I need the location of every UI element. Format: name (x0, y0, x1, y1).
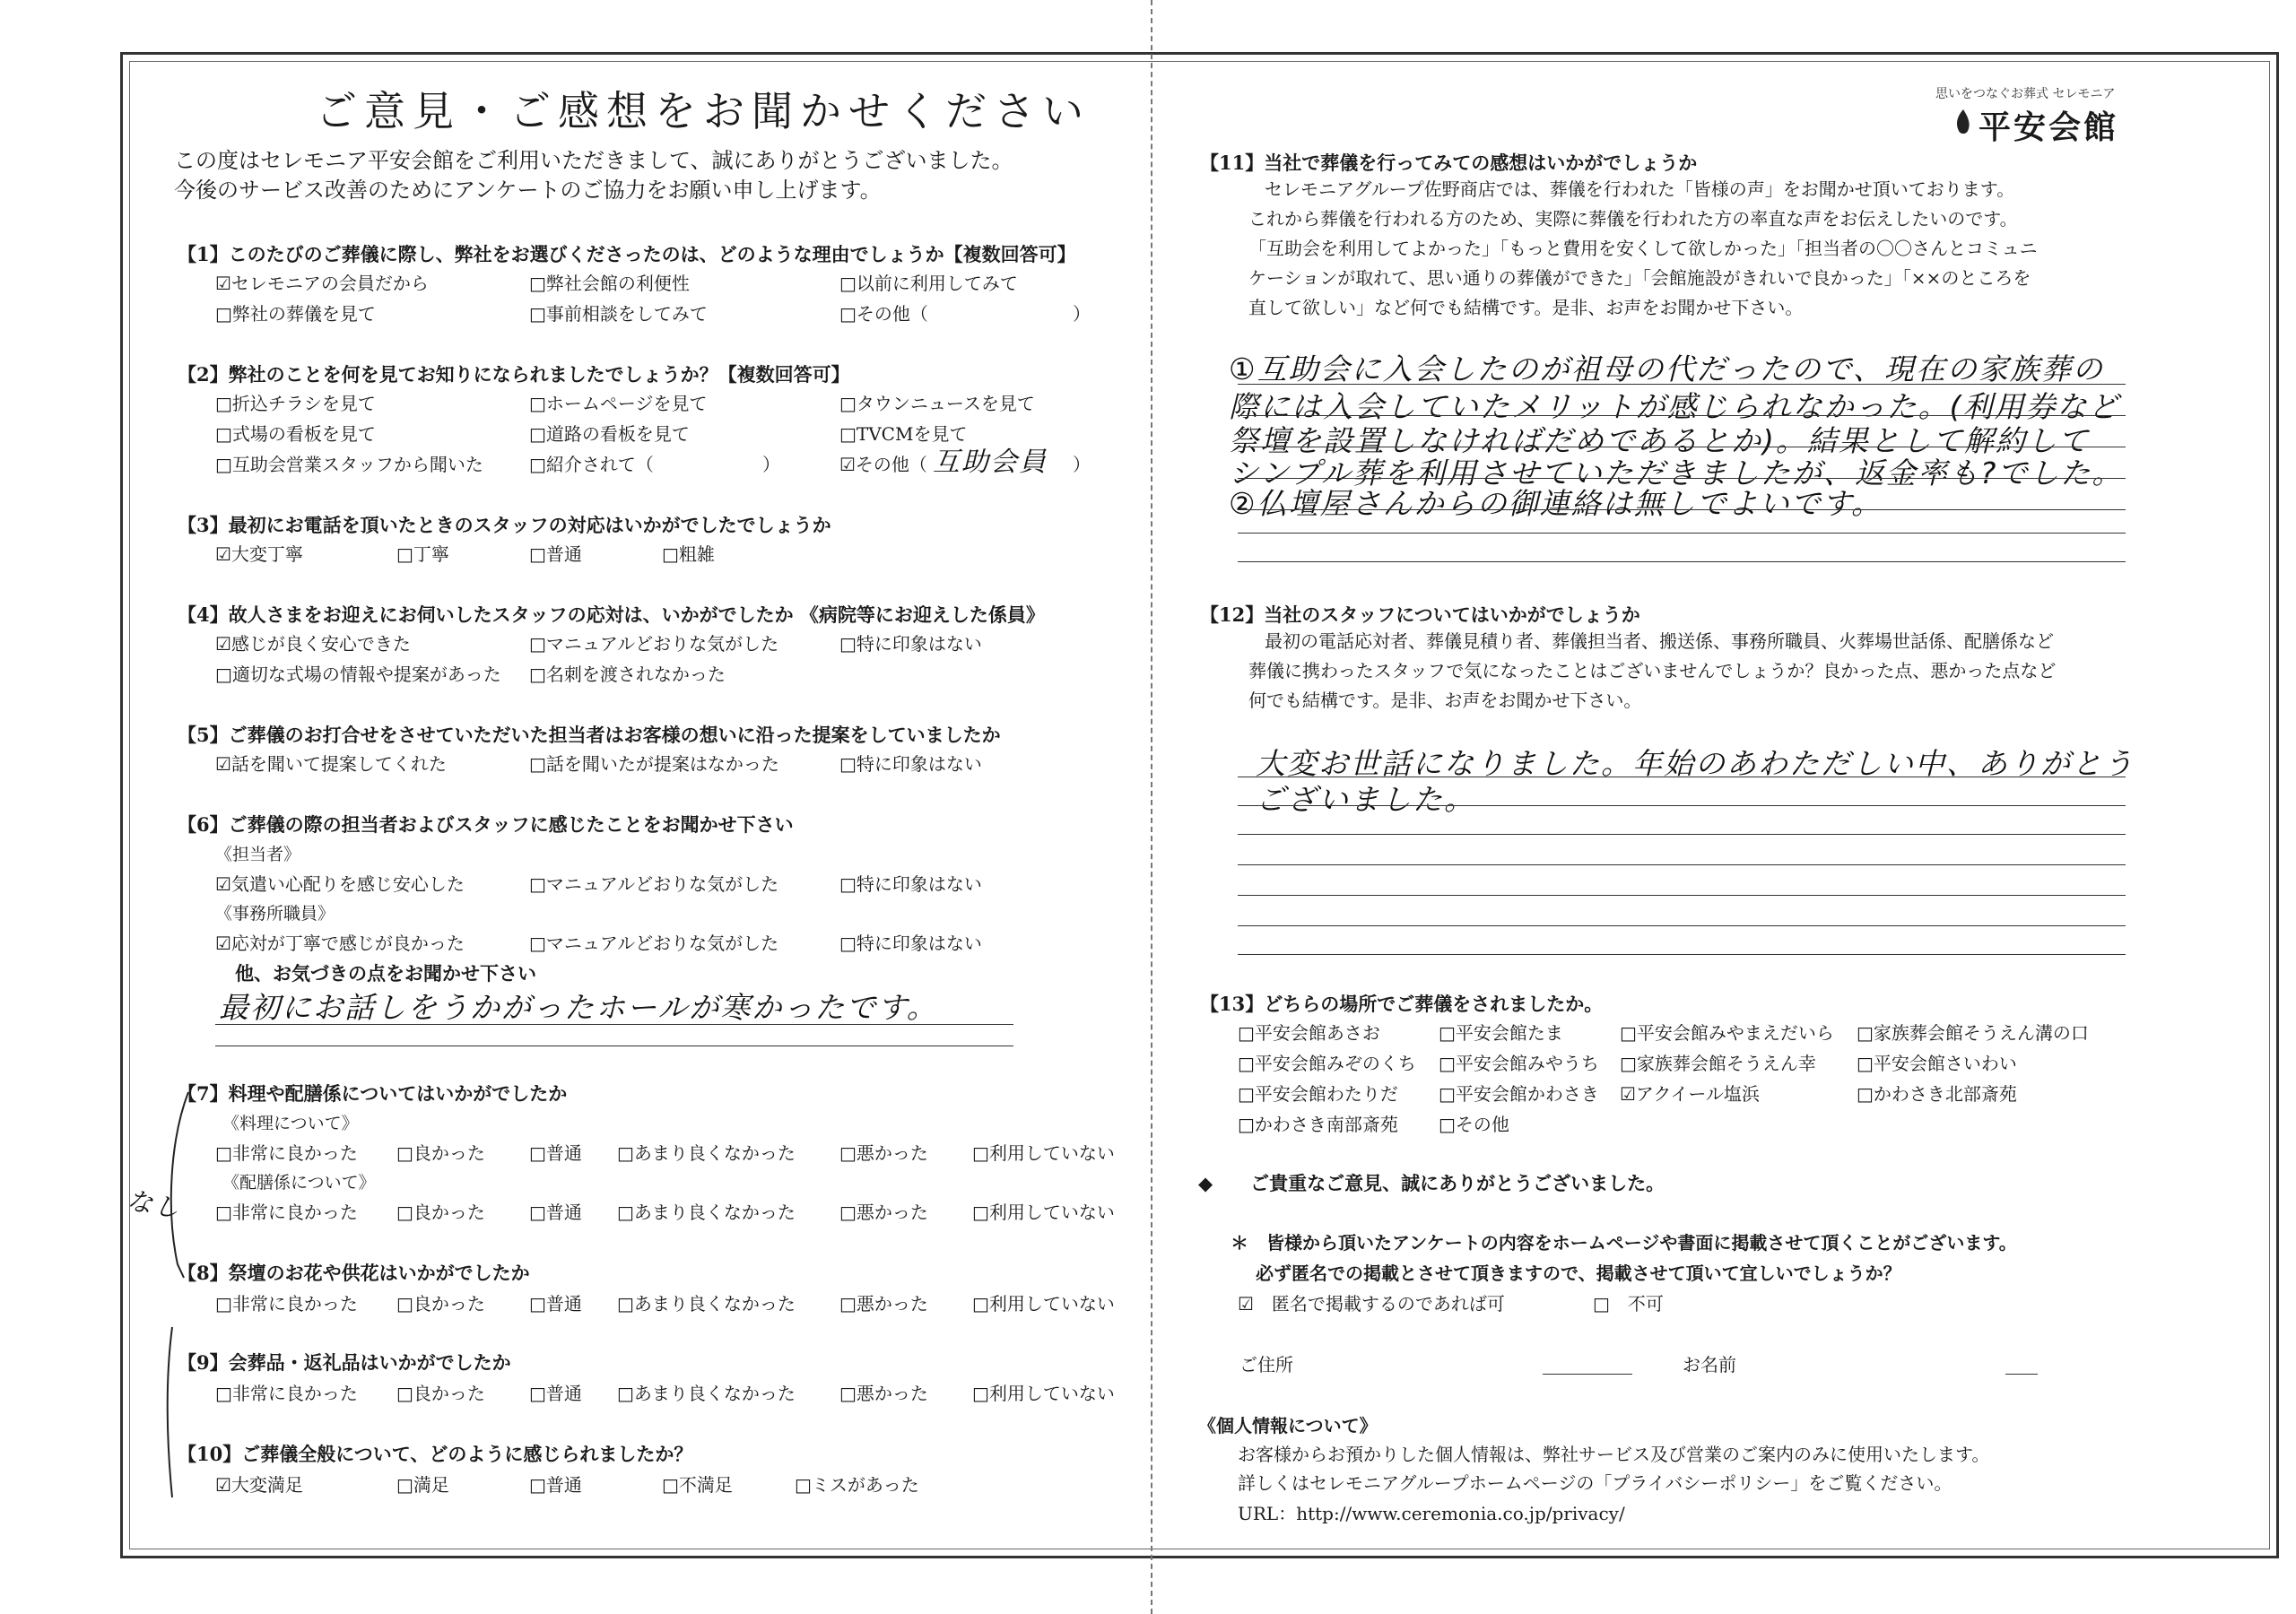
q11-handwritten: 際には入会していたメリットが感じられなかった。(利用券など (1229, 389, 2120, 424)
q7-server-option[interactable]: □利用していない (972, 1202, 1115, 1223)
q4-option[interactable]: □特に印象はない (839, 633, 982, 655)
q1-label: 【1】このたびのご葬儀に際し、弊社をお選びくださったのは、どのような理由でしょうか【複数回答可】 (178, 243, 1076, 265)
q3-option[interactable]: □粗雑 (662, 543, 715, 565)
privacy-line-1: お客様からお預かりした個人情報は、弊社サービス及び営業のご案内のみに使用いたします。 (1238, 1444, 1990, 1465)
q5-option[interactable]: □特に印象はない (839, 753, 982, 775)
q9-option[interactable]: □利用していない (972, 1383, 1115, 1404)
answer-line (1238, 384, 2126, 385)
q3-label: 【3】最初にお電話を頂いたときのスタッフの対応はいかがでしたでしょうか (178, 514, 831, 536)
q10-option[interactable]: □ミスがあった (795, 1474, 919, 1496)
q6-sub-office: 《事務所職員》 (215, 904, 335, 924)
address-label: ご住所 (1239, 1354, 1293, 1375)
q3-option[interactable]: □丁寧 (396, 543, 449, 565)
answer-line (1238, 834, 2126, 835)
answer-line (1238, 805, 2126, 806)
q10-option[interactable]: □不満足 (662, 1474, 733, 1496)
q8-option[interactable]: □あまり良くなかった (617, 1293, 796, 1315)
privacy-url-link[interactable]: URL：http://www.ceremonia.co.jp/privacy/ (1238, 1503, 1625, 1524)
logo-tagline: 思いをつなぐお葬式 セレモニア (1935, 87, 2116, 101)
q6-sub-staff: 《担当者》 (215, 845, 301, 864)
q11-handwritten: シンプル葬を利用させていただきましたが、返金率も?でした。 (1229, 456, 2124, 490)
q4-label: 【4】故人さまをお迎えにお伺いしたスタッフの応対は、いかがでしたか 《病院等にお迎えした係員》 (178, 603, 1045, 626)
closing-thanks: ◆ ご貴重なご意見、誠にありがとうございました。 (1198, 1172, 1665, 1194)
q2-option[interactable]: □折込チラシを見て (215, 393, 376, 414)
q11-text: ケーションが取れて、思い通りの葬儀ができた」「会館施設がきれいで良かった」「××のところを (1248, 267, 2031, 289)
q6-label: 【6】ご葬儀の際の担当者およびスタッフに感じたことをお聞かせ下さい (178, 813, 794, 836)
q8-option[interactable]: □利用していない (972, 1293, 1115, 1315)
q8-option[interactable]: □悪かった (839, 1293, 928, 1315)
q2-option[interactable]: □紹介されて（ (529, 454, 654, 475)
q13-option[interactable]: □平安会館あさお (1238, 1022, 1380, 1044)
closing-note-2: 必ず匿名での掲載とさせて頂きますので、掲載させて頂いて宜しいでしょうか？ (1256, 1263, 1901, 1284)
q6-option[interactable]: □特に印象はない (839, 873, 982, 895)
answer-line (1238, 925, 2126, 926)
closing-note-1: ＊ 皆様から頂いたアンケートの内容をホームページや書面に掲載させて頂くことがございます。 (1231, 1232, 2017, 1254)
q4-option[interactable]: □名刺を渡されなかった (529, 664, 726, 685)
q4-option[interactable]: ☑感じが良く安心できた (215, 633, 411, 655)
logo-name: 平安会館 (1979, 108, 2119, 146)
q12-text: 何でも結構です。是非、お声をお聞かせ下さい。 (1248, 690, 1642, 711)
q7-food-option[interactable]: □悪かった (839, 1142, 928, 1164)
q13-option[interactable]: □平安会館みぞのくち (1238, 1053, 1416, 1074)
q10-option[interactable]: □普通 (529, 1474, 582, 1496)
q13-option[interactable]: □かわさき北部斎苑 (1857, 1083, 2017, 1105)
q4-option[interactable]: □マニュアルどおりな気がした (529, 633, 779, 655)
answer-line (1238, 895, 2126, 896)
q6-option[interactable]: ☑気遣い心配りを感じ安心した (215, 873, 465, 895)
q12-handwritten: 大変お世話になりました。年始のあわただしい中、ありがとう (1256, 746, 2135, 781)
q7-label: 【7】料理や配膳係についてはいかがでしたか (178, 1082, 568, 1105)
q7-server-option[interactable]: □悪かった (839, 1202, 928, 1223)
q13-option[interactable]: □平安会館みやうち (1439, 1053, 1599, 1074)
q11-text: 直して欲しい」など何でも結構です。是非、お声をお聞かせ下さい。 (1248, 297, 1804, 318)
intro-line-2: 今後のサービス改善のためにアンケートのご協力をお願い申し上げます。 (174, 178, 882, 203)
q10-label: 【10】ご葬儀全般について、どのように感じられましたか？ (178, 1443, 693, 1465)
consent-yes-option[interactable]: ☑ 匿名で掲載するのであれば可 (1238, 1293, 1505, 1315)
q6-option[interactable]: ☑応対が丁寧で感じが良かった (215, 933, 465, 954)
q2-option[interactable]: □タウンニュースを見て (839, 393, 1035, 414)
q12-handwritten: ございました。 (1256, 782, 1475, 817)
q2-paren-close: ） (1073, 454, 1091, 475)
q11-handwritten: ①互助会に入会したのが祖母の代だったので、現在の家族葬の (1229, 351, 2104, 386)
q13-option[interactable]: □平安会館さいわい (1857, 1053, 2017, 1074)
q6-option[interactable]: □マニュアルどおりな気がした (529, 933, 779, 954)
answer-line (1238, 509, 2126, 510)
q1-option[interactable]: □弊社の葬儀を見て (215, 303, 376, 325)
privacy-line-2: 詳しくはセレモニアグループホームページの「プライバシーポリシー」をご覧ください。 (1238, 1472, 1952, 1494)
q4-option[interactable]: □適切な式場の情報や提案があった (215, 664, 501, 685)
q13-option[interactable]: □平安会館たま (1439, 1022, 1563, 1044)
q9-option[interactable]: □あまり良くなかった (617, 1383, 796, 1404)
q5-option[interactable]: ☑話を聞いて提案してくれた (215, 753, 447, 775)
q2-handwritten-other: 互助会員 (933, 447, 1048, 478)
q7-food-option[interactable]: □非常に良かった (215, 1142, 358, 1164)
q6-other-label: 他、お気づきの点をお聞かせ下さい (235, 962, 536, 985)
name-line[interactable] (2005, 1374, 2038, 1375)
q9-option[interactable]: □良かった (396, 1383, 485, 1404)
q2-option[interactable]: □TVCMを見て (839, 423, 968, 445)
logo-flame-icon (1953, 108, 1973, 136)
q2-paren-close: ） (762, 454, 780, 475)
q1-option[interactable]: □以前に利用してみて (839, 273, 1018, 294)
q13-option[interactable]: □家族葬会館そうえん溝の口 (1857, 1022, 2089, 1044)
q7-food-option[interactable]: □あまり良くなかった (617, 1142, 796, 1164)
q13-option[interactable]: □かわさき南部斎苑 (1238, 1114, 1398, 1135)
q2-option[interactable]: □互助会営業スタッフから聞いた (215, 454, 483, 475)
q9-option[interactable]: □悪かった (839, 1383, 928, 1404)
q2-option[interactable]: □式場の看板を見て (215, 423, 376, 445)
q13-option[interactable]: ☑アクイール塩浜 (1620, 1083, 1760, 1105)
q1-paren-close: ） (1073, 303, 1091, 325)
q2-label: 【2】弊社のことを何を見てお知りになられましたでしょうか？【複数回答可】 (178, 363, 850, 386)
answer-line (1238, 864, 2126, 865)
q2-option[interactable]: ☑その他（ (839, 454, 927, 475)
q13-option[interactable]: □その他 (1439, 1114, 1509, 1135)
q6-option[interactable]: □特に印象はない (839, 933, 982, 954)
intro-line-1: この度はセレモニア平安会館をご利用いただきまして、誠にありがとうございました。 (174, 148, 1013, 173)
q11-text: これから葬儀を行われる方のため、実際に葬儀を行われた方の率直な声をお伝えしたいのです。 (1248, 208, 2018, 230)
q13-label: 【13】どちらの場所でご葬儀をされましたか。 (1200, 993, 1604, 1015)
answer-line (215, 1024, 1013, 1025)
q11-handwritten: ②仏壇屋さんからの御連絡は無しでよいです。 (1229, 486, 1883, 521)
q7-server-option[interactable]: □普通 (529, 1202, 582, 1223)
q7-server-option[interactable]: □非常に良かった (215, 1202, 358, 1223)
answer-line (1238, 533, 2126, 534)
answer-line (1238, 478, 2126, 479)
q5-option[interactable]: □話を聞いたが提案はなかった (529, 753, 779, 775)
page-fold-line (1151, 0, 1152, 1614)
q7-food-option[interactable]: □普通 (529, 1142, 582, 1164)
q13-option[interactable]: □平安会館わたりだ (1238, 1083, 1398, 1105)
q11-text: セレモニアグループ佐野商店では、葬儀を行われた「皆様の声」をお聞かせ頂いております。 (1265, 178, 2015, 200)
address-line[interactable] (1543, 1374, 1632, 1375)
privacy-label: 《個人情報について》 (1198, 1415, 1378, 1436)
q5-label: 【5】ご葬儀のお打合せをさせていただいた担当者はお客様の想いに沿った提案をしていましたか (178, 724, 1001, 746)
name-label: お名前 (1683, 1354, 1736, 1375)
q11-handwritten: 祭壇を設置しなければだめであるとか)。結果として解約して (1229, 423, 2090, 458)
q6-handwritten-answer: 最初にお話しをうかがったホールが寒かったです。 (219, 990, 938, 1025)
page-title: ご意見・ご感想をお聞かせください (316, 87, 1091, 135)
q10-option[interactable]: □満足 (396, 1474, 449, 1496)
q11-label: 【11】当社で葬儀を行ってみての感想はいかがでしょうか (1200, 152, 1698, 174)
q13-option[interactable]: □平安会館かわさき (1439, 1083, 1599, 1105)
q1-option[interactable]: ☑セレモニアの会員だから (215, 273, 429, 294)
q13-option[interactable]: □家族葬会館そうえん幸 (1620, 1053, 1816, 1074)
q12-text: 葬儀に携わったスタッフで気になったことはございませんでしょうか？良かった点、悪かった点など (1248, 660, 2057, 681)
q2-option[interactable]: □ホームページを見て (529, 393, 708, 414)
consent-no-option[interactable]: □ 不可 (1593, 1293, 1664, 1315)
q13-option[interactable]: □平安会館みやまえだいら (1620, 1022, 1834, 1044)
q3-option[interactable]: □普通 (529, 543, 582, 565)
q7-sub-server: 《配膳係について》 (222, 1173, 376, 1193)
q9-option[interactable]: □非常に良かった (215, 1383, 358, 1404)
q7-server-option[interactable]: □良かった (396, 1202, 485, 1223)
q9-label: 【9】会葬品・返礼品はいかがでしたか (178, 1351, 511, 1374)
q7-handwritten-note: なし (125, 1185, 184, 1224)
q3-option[interactable]: ☑大変丁寧 (215, 543, 303, 565)
q7-food-option[interactable]: □利用していない (972, 1142, 1115, 1164)
q7-food-option[interactable]: □良かった (396, 1142, 485, 1164)
q1-option[interactable]: □事前相談をしてみて (529, 303, 708, 325)
answer-line (1238, 954, 2126, 955)
q12-label: 【12】当社のスタッフについてはいかがでしょうか (1200, 603, 1640, 626)
q11-text: 「互助会を利用してよかった」「もっと費用を安くして欲しかった」「担当者の〇〇さんとコミュニ (1248, 238, 2038, 259)
q8-option[interactable]: □良かった (396, 1293, 485, 1315)
q9-option[interactable]: □普通 (529, 1383, 582, 1404)
q10-option[interactable]: ☑大変満足 (215, 1474, 303, 1496)
q7-server-option[interactable]: □あまり良くなかった (617, 1202, 796, 1223)
q1-option[interactable]: □弊社会館の利便性 (529, 273, 690, 294)
q7-sub-food: 《料理について》 (222, 1114, 359, 1133)
q8-option[interactable]: □非常に良かった (215, 1293, 358, 1315)
q8-label: 【8】祭壇のお花や供花はいかがでしたか (178, 1262, 530, 1284)
q2-option[interactable]: □道路の看板を見て (529, 423, 690, 445)
answer-line (1238, 415, 2126, 416)
q8-option[interactable]: □普通 (529, 1293, 582, 1315)
q6-option[interactable]: □マニュアルどおりな気がした (529, 873, 779, 895)
q1-option[interactable]: □その他（ (839, 303, 928, 325)
answer-line (1238, 561, 2126, 562)
q12-text: 最初の電話応対者、葬儀見積り者、葬儀担当者、搬送係、事務所職員、火葬場世話係、配膳係など (1265, 630, 2054, 652)
handwritten-bracket-mark (144, 1085, 206, 1506)
